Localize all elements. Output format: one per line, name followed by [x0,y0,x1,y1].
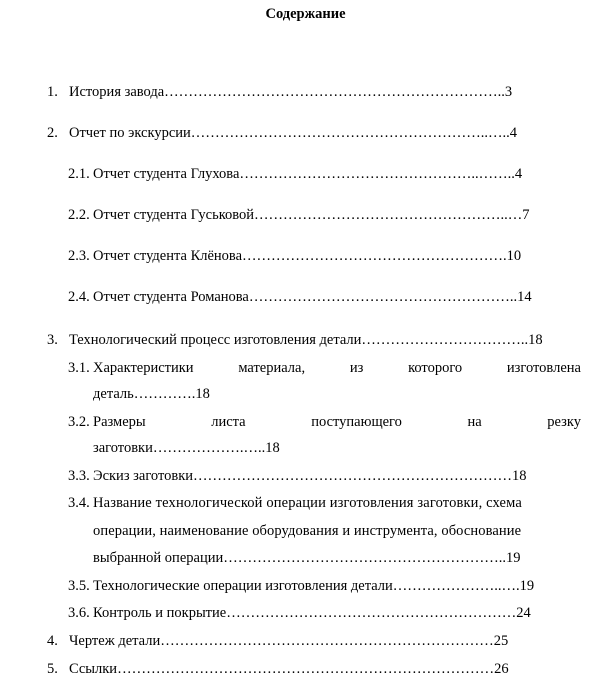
toc-text: Отчет по экскурсии……………………………………………………..…..4 [69,125,518,141]
toc-text: Технологический процесс изготовления детали……………………………..18 [69,332,543,348]
toc-text: Чертеж детали……………………………………………………………25 [69,633,509,649]
toc-text-continued: деталь………….18 [93,386,210,402]
toc-word: изготовлена [506,360,581,376]
toc-number: 1. [47,84,58,100]
toc-text-continued: заготовки……………….…..18 [93,440,280,456]
toc-text: Название технологической операции изготовления заготовки, схема [93,495,522,511]
toc-text: Отчет студента Глухова…………………………………………..……..4 [93,166,523,182]
toc-number: 3.5. [68,578,90,594]
toc-word: Размеры [93,414,146,430]
toc-number: 3.2. [68,414,90,430]
toc-word: листа [211,414,246,430]
toc-text: Ссылки……………………………………………………………………26 [69,661,509,677]
toc-word: поступающего [311,414,402,430]
toc-number: 2.2. [68,207,90,223]
toc-text: История завода……………………………………………………………..3 [69,84,513,100]
toc-text-justified [93,413,581,431]
toc-word: которого [408,360,463,376]
toc-text-continued: выбранной операции…………………………………………………..19 [93,550,521,566]
toc-text: Технологические операции изготовления детали…………………..….19 [93,578,535,594]
toc-number: 2.1. [68,166,90,182]
toc-number: 2.4. [68,289,90,305]
toc-number: 5. [47,661,58,677]
toc-number: 4. [47,633,58,649]
toc-number: 2. [47,125,58,141]
toc-text: Контроль и покрытие……………………………………………………24 [93,605,531,621]
toc-number: 2.3. [68,248,90,264]
toc-word: материала, [238,360,306,376]
toc-number: 3.4. [68,495,90,511]
toc-text-justified [93,359,581,377]
toc-number: 3.1. [68,360,90,376]
toc-word: на [467,414,482,430]
toc-number: 3. [47,332,58,348]
toc-number: 3.3. [68,468,90,484]
toc-text: Отчет студента Романова………………………………………………..14 [93,289,532,305]
toc-number: 3.6. [68,605,90,621]
toc-text-continued: операции, наименование оборудования и инструмента, обоснование [93,523,522,539]
toc-word: из [349,360,364,376]
toc-text: Эскиз заготовки…………………………………………………………18 [93,468,527,484]
toc-word: резку [547,414,581,430]
page-title: Содержание [265,6,346,22]
toc-text: Отчет студента Клёнова……………………………………………….10 [93,248,522,264]
toc-text: Отчет студента Гуськовой……………………………………………..…7 [93,207,530,223]
toc-word: Характеристики [93,360,194,376]
